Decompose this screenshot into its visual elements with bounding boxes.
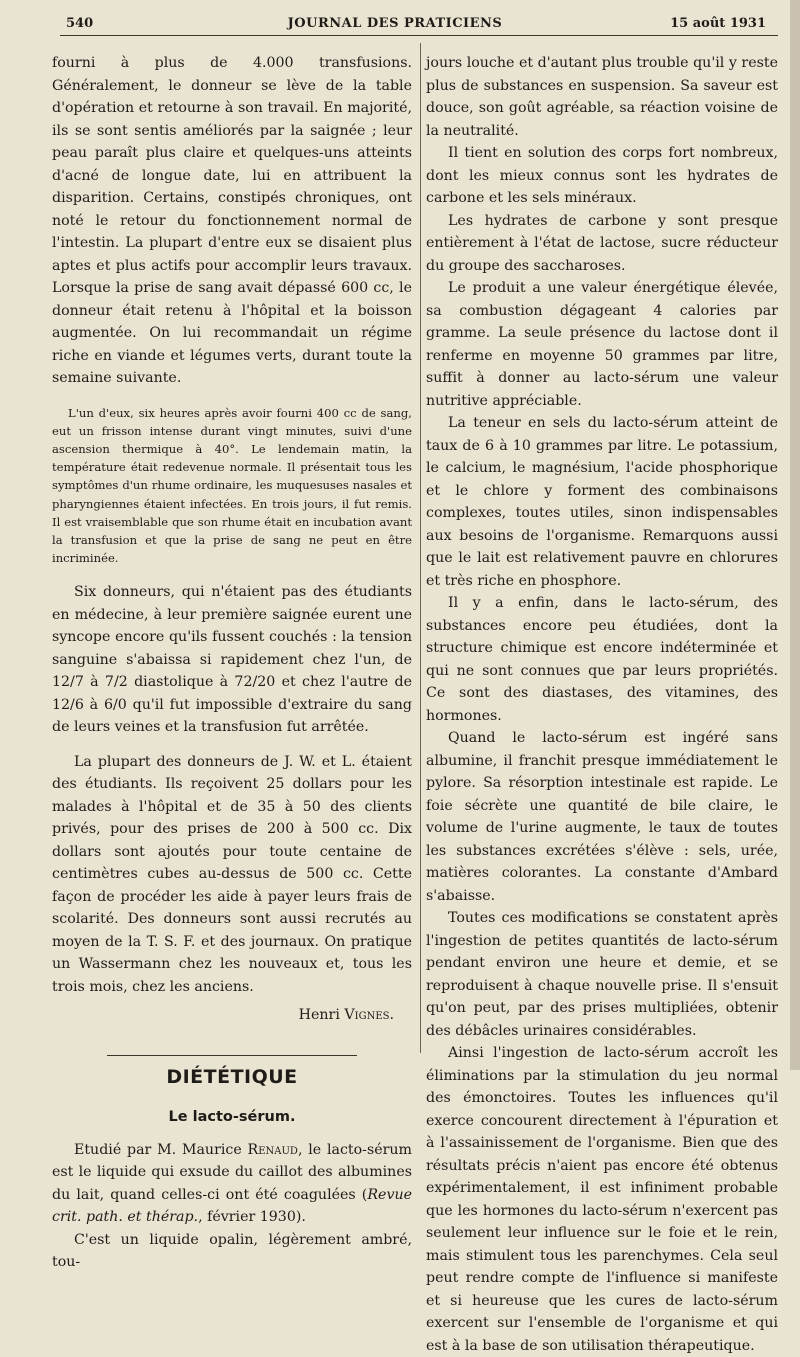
journal-reference: Revue crit. path. et thérap. [52, 1186, 412, 1226]
left-paragraph-3: La plupart des donneurs de J. W. et L. étaient des étudiants. Ils reçoivent 25 dollars pour les malades à l'hôpital et de 35 à 50 des clients privés, pour des prises de 200 à 500 cc. Dix dollars sont ajoutés pour toute centaine de centimètres cubes au-dessus de 500 cc. Cette façon de procéder les aide à payer leurs frais de scolarité. Des donneurs sont aussi recrutés au moyen de la T. S. F. et des journaux. On pratique un Wassermann chez les nouveaux et, tous les trois mois, chez les anciens. [52, 753, 412, 995]
right-paragraph-9: Ainsi l'ingestion de lacto-sérum accroît les éliminations par la stimulation du jeu normal des émonctoires. Toutes les influences qu'il exerce concourent directement à l'épuration et à l'assainissement de l'organisme. Bien que des résultats précis n'aient pas encore été obtenus expérimentalement, il est infiniment probable que les hormones du lacto-sérum n'exercent pas seulement leur influence sur le foie et le rein, mais stimulent tous les parenchymes. Cela seul peut rendre compte de l'influence si manifeste et si heureuse que les cures de lacto-sérum exercent sur l'ensemble de l'organisme et qui est à la base de son utilisation thérapeutique. [426, 1045, 778, 1354]
left-paragraph-1: fourni à plus de 4.000 transfusions. Généralement, le donneur se lève de la table d'opération et retourne à son travail. En majorité, ils se sont sentis améliorés par la saignée ; leur peau paraît plus claire et quelques-uns atteints d'acné de longue date, lui en attribuent la disparition. Certains, constipés chroniques, ont noté le retour du fonctionnement normal de l'intestin. La plupart d'entre eux se disaient plus aptes et plus actifs pour accomplir leurs travaux. Lorsque la prise de sang avait dépassé 600 cc, le donneur était retenu à l'hôpital et la boisson augmentée. On lui recommandait un régime riche en viande et légumes verts, durant toute la semaine suivante. [52, 55, 412, 386]
right-paragraph-5: La teneur en sels du lacto-sérum atteint de taux de 6 à 10 grammes par litre. Le potassium, le calcium, le magnésium, l'acide phosphorique et le chlore y forment des combinaisons complexes, toutes utiles, sinon indispensables aux besoins de l'organisme. Remarquons aussi que le lait est relativement pauvre en chlorures et très riche en phosphore. [426, 415, 778, 589]
author-name: Renaud [247, 1141, 298, 1158]
page-number: 540 [66, 16, 94, 31]
right-paragraph-6: Il y a enfin, dans le lacto-sérum, des substances encore peu étudiées, dont la structure chimique est encore indéterminée et qui ne sont connues que par leurs propriétés. Ce sont des diastases, des vitamines, des hormones. [426, 595, 778, 724]
right-paragraph-8: Toutes ces modifications se constatent après l'ingestion de petites quantités de lacto-sérum pendant environ une heure et demie, et se reproduisent à chaque nouvelle prise. Il s'ensuit qu'on peut, par des prises multipliées, obtenir des débâcles urinaires considérables. [426, 910, 778, 1039]
right-column [426, 52, 778, 1357]
author-signature [52, 1004, 412, 1027]
right-paragraph-3: Les hydrates de carbone y sont presque entièrement à l'état de lactose, sucre réducteur du groupe des saccharoses. [426, 212, 778, 274]
right-paragraph-1: jours louche et d'autant plus trouble qu'il y reste plus de substances en suspension. Sa saveur est douce, son goût agréable, sa réaction voisine de la neutralité. [426, 55, 778, 139]
right-paragraph-2: Il tient en solution des corps fort nombreux, dont les mieux connus sont les hydrates de carbone et les sels minéraux. [426, 145, 778, 206]
p4-text-c: , février 1930). [198, 1209, 306, 1226]
left-column [52, 52, 412, 1274]
section-title: DIÉTÉTIQUE [107, 1055, 357, 1093]
issue-date: 15 août 1931 [670, 16, 766, 31]
p4-text-a: Etudié par M. Maurice [74, 1141, 242, 1158]
right-paragraph-4: Le produit a une valeur énergétique élevée, sa combustion dégageant 4 calories par gramme. La seule présence du lactose dont il renferme en moyenne 50 grammes par litre, suffit à donner au lacto-sérum une valeur nutritive appréciable. [426, 280, 778, 409]
right-paragraph-7: Quand le lacto-sérum est ingéré sans albumine, il franchit presque immédiatement le pylore. Sa résorption intestinale est rapide. Le foie sécrète une quantité de bile claire, le volume de l'urine augmente, le taux de toutes les substances excrétées s'élève : sels, urée, matières colorantes. La constante d'Ambard s'abaisse. [426, 730, 778, 904]
left-paragraph-4 [52, 1139, 412, 1229]
page-edge [790, 0, 800, 1070]
signature-first-name: Henri [298, 1007, 340, 1024]
case-quote: L'un d'eux, six heures après avoir fourni 400 cc de sang, eut un frisson intense durant vingt minutes, suivi d'une ascension thermique à 40°. Le lendemain matin, la température était redevenue normale. Il présentait tous les symptômes d'un rhume ordinaire, les muquesuses nasales et pharyngiennes étaient infectées. En trois jours, il fut remis. Il est vraisemblable que son rhume était en incubation avant la transfusion et que la prise de sang ne peut en être incriminée. [52, 405, 412, 566]
column-divider [420, 43, 421, 1053]
header-rule [60, 35, 778, 36]
left-paragraph-5: C'est un liquide opalin, légèrement ambré, tou- [52, 1231, 412, 1271]
left-paragraph-2: Six donneurs, qui n'étaient pas des étudiants en médecine, à leur première saignée eurent une syncope encore qu'ils fussent couchés : la tension sanguine s'abaissa si rapidement chez l'un, de 12/7 à 7/2 diastolique à 72/20 et chez l'autre de 12/6 à 6/0 qu'il fut impossible d'extraire du sang de leurs veines et la transfusion fut arrêtée. [52, 584, 412, 736]
article-title: Le lacto-sérum. [168, 1109, 296, 1126]
p4-text-b: , le lacto-sérum est le liquide qui exsude du caillot des albumines du lait, quand celles-ci ont été coagulées ( [52, 1141, 412, 1203]
signature-last-name: Vignes. [344, 1007, 394, 1024]
journal-title: JOURNAL DES PRATICIENS [287, 16, 503, 31]
